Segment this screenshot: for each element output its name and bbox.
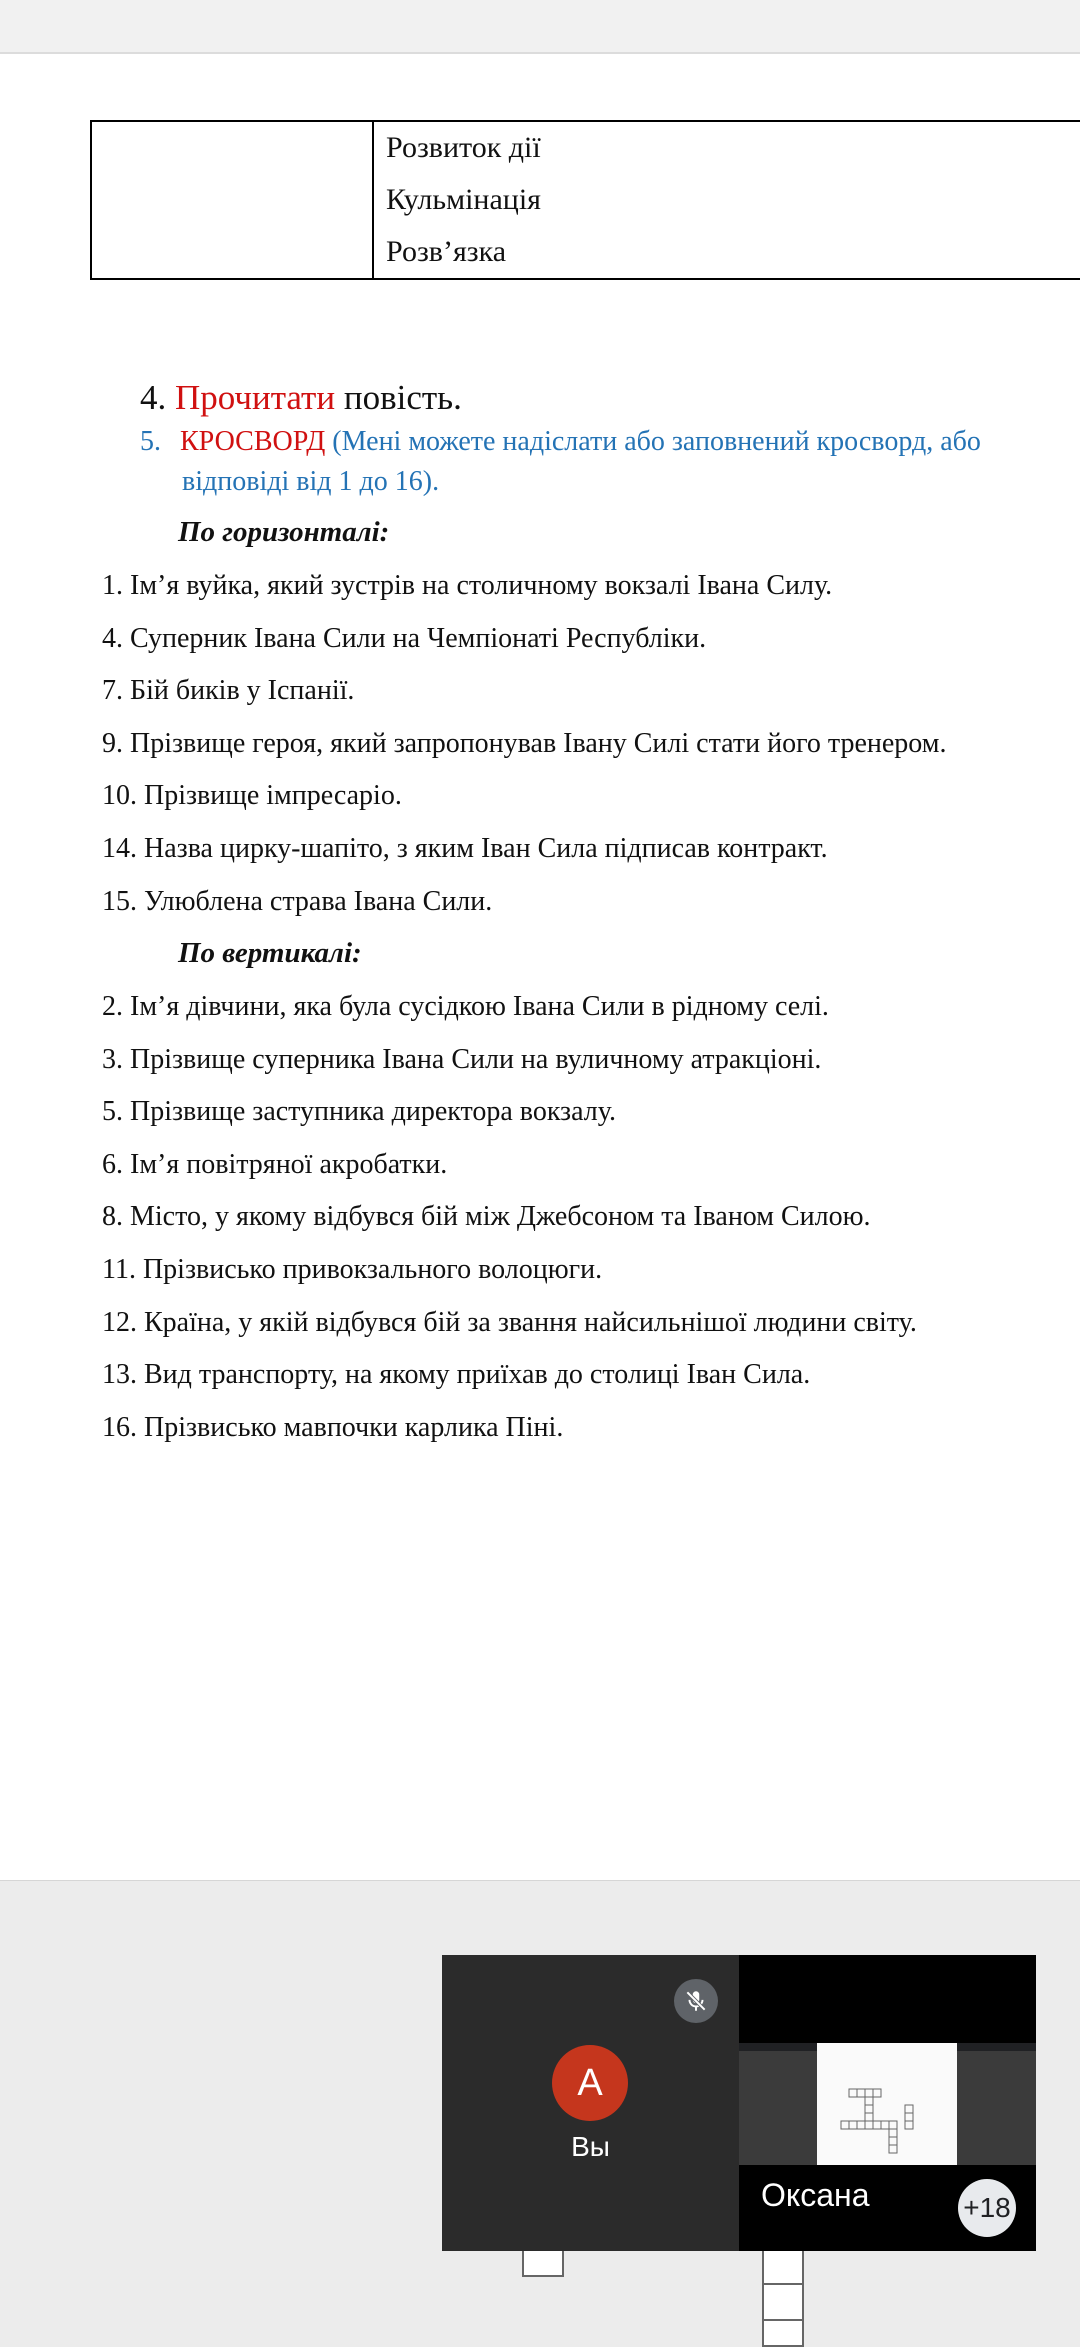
table-row: Розвиток дії — [386, 131, 541, 164]
video-call-panel[interactable] — [442, 1955, 1036, 2251]
crossword-cell — [522, 2247, 564, 2277]
self-label: Вы — [571, 2131, 610, 2162]
crossword-cell — [762, 2319, 804, 2347]
list-item: 6. Ім’я повітряної акробатки. — [102, 1148, 448, 1180]
task-highlight: КРОСВОРД — [180, 426, 326, 457]
top-toolbar — [0, 0, 1080, 54]
task-crossword: 5. КРОСВОРД (Мені можете надіслати або заповнений кросворд, або відповіді від 1 до 16). — [140, 426, 981, 497]
list-item: 4. Суперник Івана Сили на Чемпіонаті Республіки. — [102, 622, 707, 654]
horizontal-clues — [102, 560, 1072, 928]
mic-off-icon — [674, 1979, 718, 2023]
plot-table — [90, 120, 1080, 280]
table-row: Кульмінація — [386, 183, 541, 216]
table-stages-cell — [373, 121, 1080, 279]
list-item: 11. Прізвисько привокзального волоцюги. — [102, 1253, 603, 1285]
task-highlight: Прочитати — [175, 378, 336, 417]
horizontal-heading: По горизонталі: — [178, 516, 390, 548]
presentation-tile[interactable] — [739, 1955, 1036, 2251]
presenter-name: Оксана — [761, 2177, 870, 2213]
screen-share-thumbnail — [739, 2043, 1036, 2165]
list-item: 10. Прізвище імпресаріо. — [102, 780, 402, 812]
document-page — [0, 54, 1080, 1881]
list-item: 1. Ім’я вуйка, який зустрів на столичному вокзалі Івана Силу. — [102, 570, 833, 601]
list-item: 9. Прізвище героя, який запропонував Івану Силі стати його тренером. — [102, 727, 947, 759]
list-item: 16. Прізвисько мавпочки карлика Піні. — [102, 1411, 564, 1443]
table-empty-cell — [91, 121, 373, 279]
list-item: 3. Прізвище суперника Івана Сили на вуличному атракціоні. — [102, 1043, 822, 1075]
list-item: 5. Прізвище заступника директора вокзалу. — [102, 1096, 616, 1128]
list-item: 12. Країна, у якій відбувся бій за звання найсильнішої людини світу. — [102, 1306, 917, 1338]
crossword-thumbnail-icon — [839, 2083, 939, 2163]
list-item: 2. Ім’я дівчини, яка була сусідкою Івана Сили в рідному селі. — [102, 991, 829, 1022]
table-row: Розв’язка — [386, 235, 507, 268]
avatar: А — [552, 2045, 628, 2121]
list-item: 14. Назва цирку-шапіто, з яким Іван Сила підписав контракт. — [102, 832, 828, 864]
list-item: 13. Вид транспорту, на якому приїхав до столиці Іван Сила. — [102, 1359, 811, 1391]
vertical-heading: По вертикалі: — [178, 937, 362, 969]
list-item: 8. Місто, у якому відбувся бій між Джебсоном та Іваном Силою. — [102, 1201, 871, 1233]
vertical-clues — [102, 981, 1072, 1454]
self-video-tile[interactable] — [442, 1955, 739, 2251]
task-read-story: 4. Прочитати повість. — [140, 378, 462, 417]
list-item: 7. Бій биків у Іспанії. — [102, 675, 355, 707]
list-item: 15. Улюблена страва Івана Сили. — [102, 885, 493, 917]
more-participants-button[interactable]: +18 — [958, 2179, 1016, 2237]
